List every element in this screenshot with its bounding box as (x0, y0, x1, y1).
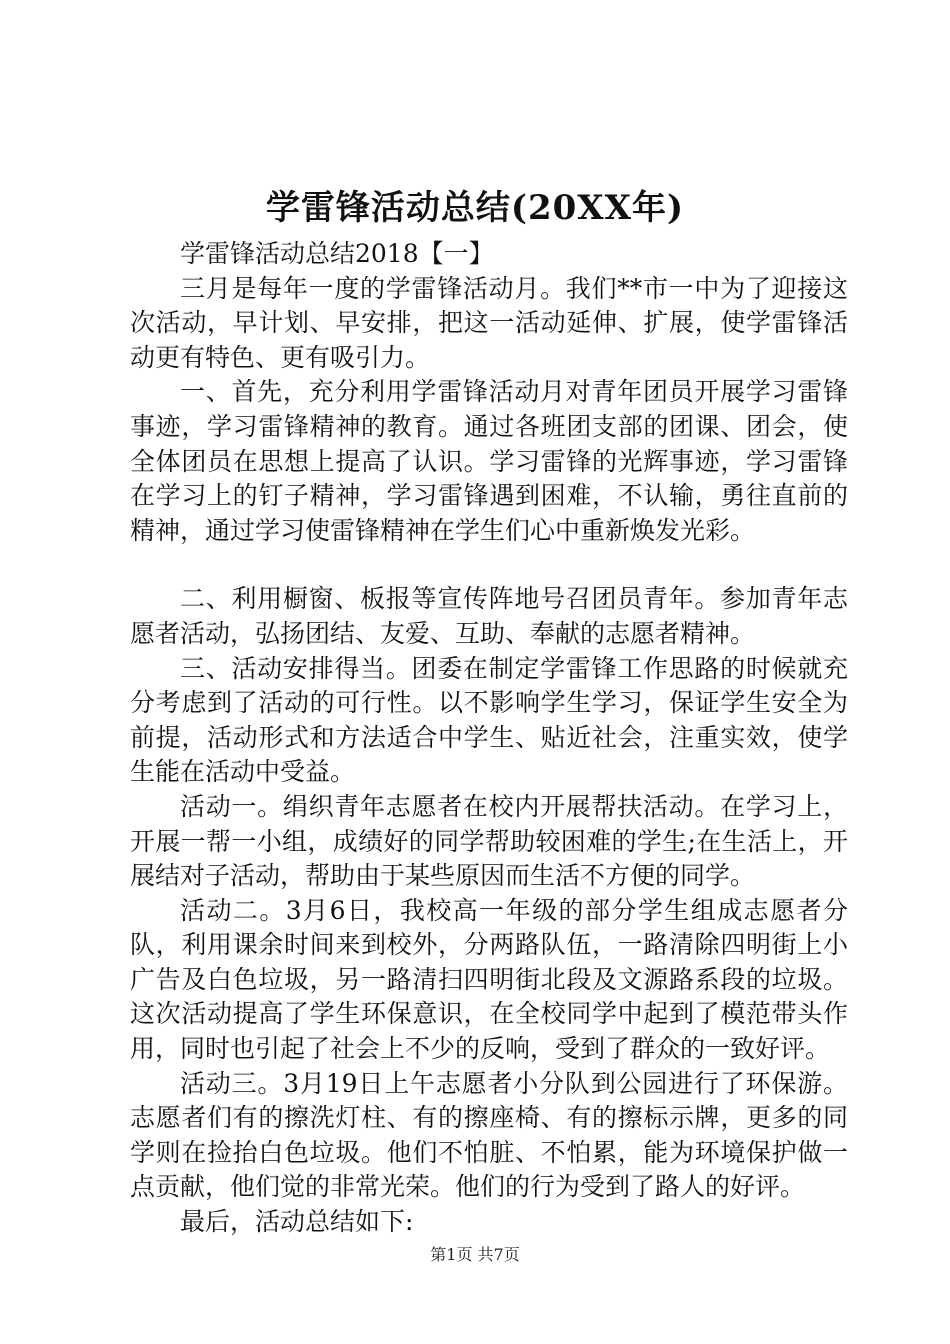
paragraph-activity-two: 活动二。3月6日，我校高一年级的部分学生组成志愿者分队，利用课余时间来到校外，分两路队伍，一路清除四明街上小广告及白色垃圾，另一路清扫四明街北段及文源路系段的垃圾。这次活动提高了学生环保意识，在全校同学中起到了模范带头作用，同时也引起了社会上不少的反响，受到了群众的一致好评。 (130, 895, 848, 1064)
paragraph-conclusion: 最后，活动总结如下: (180, 1207, 414, 1237)
paragraph-point-one: 一、首先，充分利用学雷锋活动月对青年团员开展学习雷锋事迹，学习雷锋精神的教育。通过各班团支部的团课、团会，使全体团员在思想上提高了认识。学习雷锋的光辉事迹，学习雷锋在学习上的钉子精神，学习雷锋遇到困难，不认输，勇往直前的精神，通过学习使雷锋精神在学生们心中重新焕发光彩。 (130, 377, 848, 545)
page-footer: 第1页 共7页 (430, 1245, 520, 1264)
paragraph-activity-three: 活动三。3月19日上午志愿者小分队到公园进行了环保游。志愿者们有的擦洗灯柱、有的擦座椅、有的擦标示牌，更多的同学则在捡抬白色垃圾。他们不怕脏、不怕累，能为环境保护做一点贡献，他们觉的非常光荣。他们的行为受到了路人的好评。 (130, 1068, 848, 1202)
paragraph-activity-one: 活动一。绢织青年志愿者在校内开展帮扶活动。在学习上，开展一帮一小组，成绩好的同学帮助较困难的学生;在生活上，开展结对子活动，帮助由于某些原因而生活不方便的同学。 (130, 791, 848, 891)
document-body (130, 237, 848, 1240)
paragraph-point-two: 二、利用橱窗、板报等宣传阵地号召团员青年。参加青年志愿者活动，弘扬团结、友爱、互助、奉献的志愿者精神。 (130, 584, 848, 648)
section-heading: 学雷锋活动总结2018【一】 (180, 239, 494, 268)
paragraph-intro: 三月是每年一度的学雷锋活动月。我们**市一中为了迎接这次活动，早计划、早安排，把这一活动延伸、扩展，使学雷锋活动更有特色、更有吸引力。 (130, 273, 848, 372)
document-title: 学雷锋活动总结(20XX年) (265, 188, 685, 228)
paragraph-point-three: 三、活动安排得当。团委在制定学雷锋工作思路的时候就充分考虑到了活动的可行性。以不影响学生学习，保证学生安全为前提，活动形式和方法适合中学生、贴近社会，注重实效，使学生能在活动中受益。 (130, 653, 848, 787)
